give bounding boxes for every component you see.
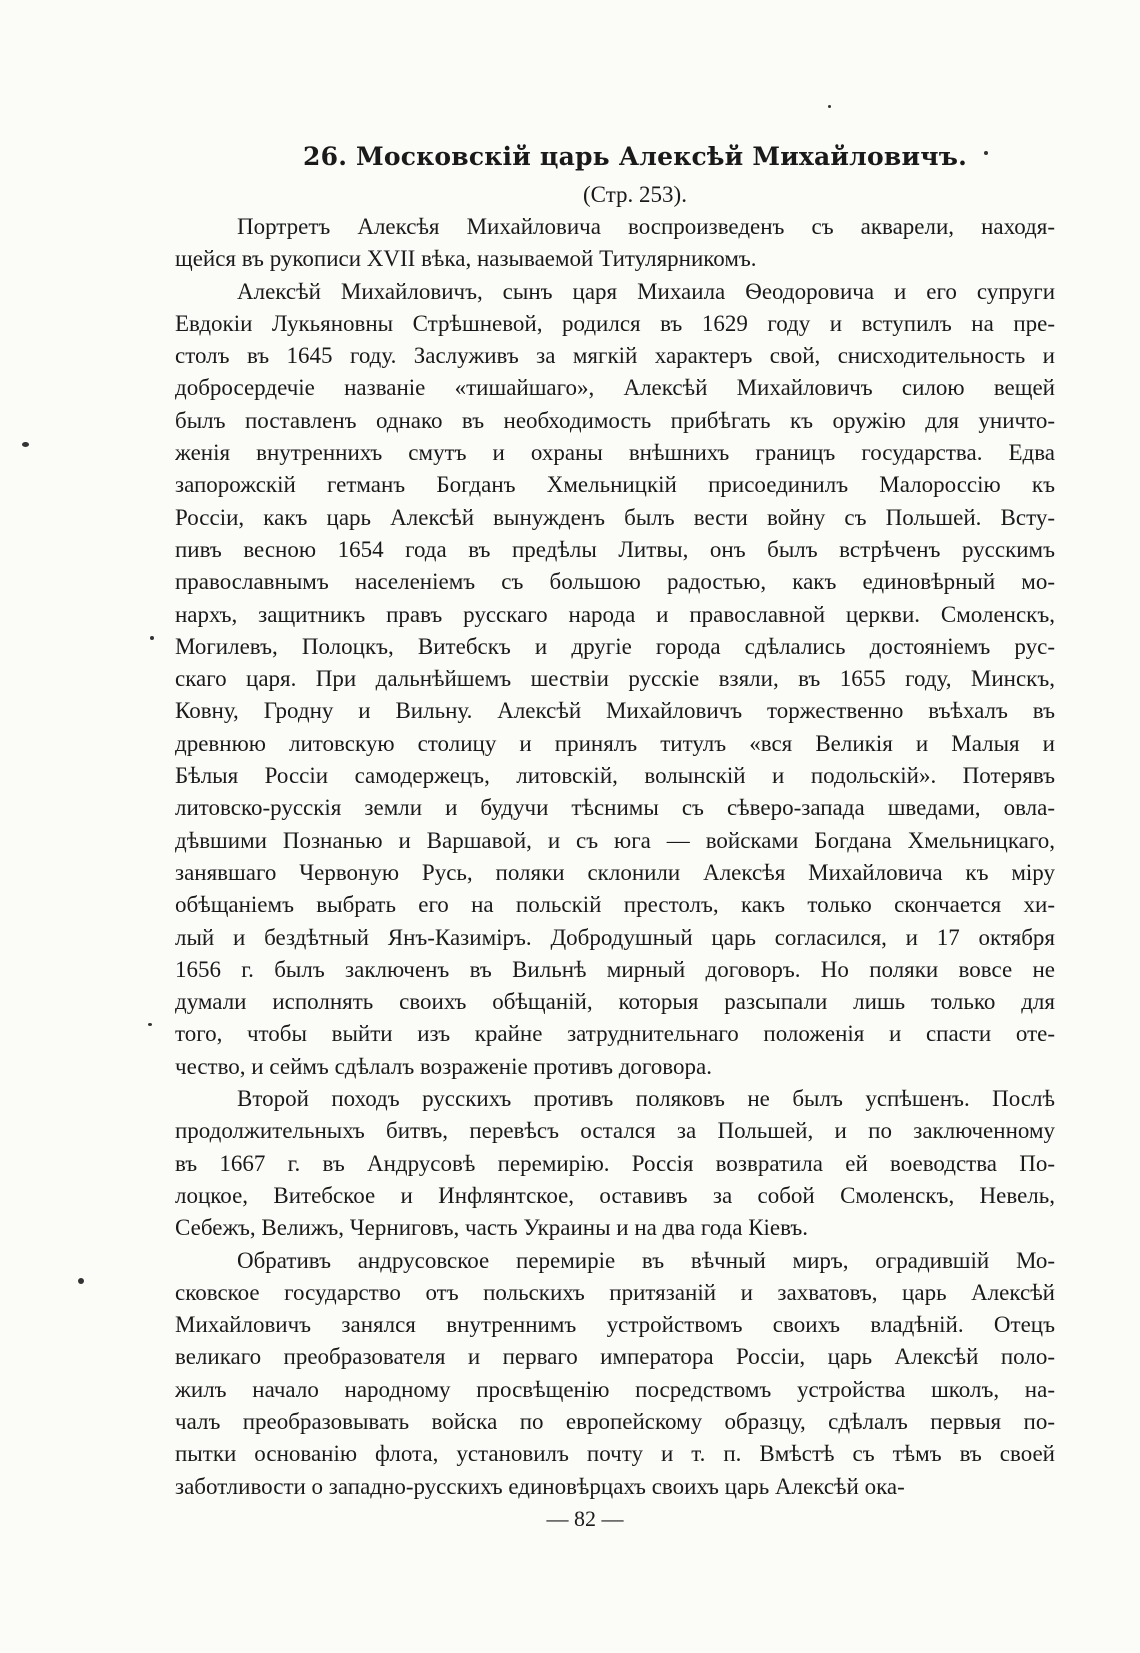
scan-speck — [78, 1278, 84, 1284]
text-line: чество, и сеймъ сдѣлалъ возраженіе противъ договора. — [175, 1053, 712, 1079]
text-line: чалъ преобразовывать войска по европейскому образцу, сдѣлалъ первыя по- — [175, 1408, 1055, 1434]
page-reference: (Стр. 253). — [583, 182, 687, 207]
paragraph — [175, 1083, 1055, 1244]
text-line: заботливости о западно-русскихъ единовѣрцахъ своихъ царь Алексѣй ока- — [175, 1473, 905, 1499]
text-line: занявшаго Червоную Русь, поляки склонили Алексѣя Михайловича къ міру — [175, 859, 1055, 885]
paragraph — [175, 211, 1055, 276]
text-line: сковское государство отъ польскихъ притязаній и захватовъ, царь Алексѣй — [175, 1279, 1055, 1305]
text-line: Алексѣй Михайловичъ, сынъ царя Михаила Ѳеодоровича и его супруги — [237, 278, 1055, 304]
text-line: пытки основанію флота, установилъ почту и т. п. Вмѣстѣ съ тѣмъ въ своей — [175, 1441, 1055, 1467]
text-block — [175, 136, 1055, 1503]
text-line: Портретъ Алексѣя Михайловича воспроизведенъ съ акварели, находя- — [237, 214, 1055, 239]
page-number: — 82 — — [546, 1506, 624, 1531]
text-line: столъ въ 1645 году. Заслуживъ за мягкій характеръ свой, снисходительность и — [175, 343, 1055, 369]
text-line: женія внутреннихъ смутъ и охраны внѣшнихъ границъ государства. Едва — [175, 440, 1055, 466]
paragraph — [175, 1245, 1055, 1503]
text-line: скаго царя. При дальнѣйшемъ шествіи русскіе взяли, въ 1655 году, Минскъ, — [175, 666, 1055, 692]
scan-speck — [150, 636, 154, 640]
text-line: былъ поставленъ однако въ необходимость прибѣгать къ оружію для уничто- — [175, 407, 1055, 433]
text-line: древнюю литовскую столицу и принялъ титулъ «вся Великія и Малыя и — [175, 730, 1055, 756]
text-line: обѣщаніемъ выбрать его на польскій престолъ, какъ только скончается хи- — [175, 892, 1055, 918]
scan-speck — [148, 1023, 152, 1026]
text-line: Михайловичъ занялся внутреннимъ устройствомъ своихъ владѣній. Отецъ — [175, 1312, 1055, 1338]
text-line: Евдокіи Лукьяновны Стрѣшневой, родился въ 1629 году и вступилъ на пре- — [175, 310, 1055, 336]
text-line: щейся въ рукописи XVII вѣка, называемой Титулярникомъ. — [175, 246, 757, 272]
text-line: добросердечіе названіе «тишайшаго», Алексѣй Михайловичъ силою вещей — [175, 375, 1055, 401]
text-line: жилъ начало народному просвѣщенію посредствомъ устройства школъ, на- — [175, 1376, 1055, 1402]
text-line: православнымъ населеніемъ съ большою радостью, какъ единовѣрный мо- — [175, 569, 1055, 595]
text-line: пивъ весною 1654 года въ предѣлы Литвы, онъ былъ встрѣченъ русскимъ — [175, 536, 1055, 562]
text-line: дѣвшими Познанью и Варшавой, и съ юга — войсками Богдана Хмельницкаго, — [175, 827, 1055, 853]
scan-speck — [984, 151, 988, 155]
text-line: запорожскій гетманъ Богданъ Хмельницкій присоединилъ Малороссію къ — [175, 472, 1055, 498]
text-line: думали исполнять своихъ обѣщаній, которыя разсыпали лишь только для — [175, 989, 1055, 1015]
text-line: Себежъ, Велижъ, Черниговъ, часть Украины и на два года Кіевъ. — [175, 1215, 809, 1241]
paragraph — [175, 276, 1055, 1083]
text-line: Ковну, Гродну и Вильну. Алексѣй Михайловичъ торжественно въѣхалъ въ — [175, 698, 1055, 724]
text-line: продолжительныхъ битвъ, перевѣсъ остался за Польшей, и по заключенному — [175, 1118, 1055, 1144]
text-line: Второй походъ русскихъ противъ поляковъ не былъ успѣшенъ. Послѣ — [237, 1086, 1055, 1112]
text-line: Бѣлыя Россіи самодержецъ, литовскій, волынскій и подольскій». Потерявъ — [175, 763, 1055, 789]
text-line: Обративъ андрусовское перемиріе въ вѣчный миръ, оградившій Мо- — [237, 1247, 1055, 1273]
text-line: въ 1667 г. въ Андрусовѣ перемирію. Россія возвратила ей воеводства По- — [175, 1150, 1055, 1176]
text-line: лоцкое, Витебское и Инфлянтское, оставивъ за собой Смоленскъ, Невель, — [175, 1182, 1055, 1208]
text-line: великаго преобразователя и перваго императора Россіи, царь Алексѣй поло- — [175, 1344, 1055, 1370]
text-line: литовско-русскія земли и будучи тѣснимы съ сѣверо-запада шведами, овла- — [175, 795, 1055, 821]
text-line: того, чтобы выйти изъ крайне затруднительнаго положенія и спасти оте- — [175, 1021, 1055, 1047]
text-line: нархъ, защитникъ правъ русскаго народа и православной церкви. Смоленскъ, — [175, 601, 1055, 627]
scan-speck — [22, 442, 29, 447]
text-line: 1656 г. былъ заключенъ въ Вильнѣ мирный договоръ. Но поляки вовсе не — [175, 956, 1055, 982]
text-line: Россіи, какъ царь Алексѣй вынужденъ былъ вести войну съ Польшей. Всту- — [175, 504, 1055, 530]
text-line: лый и бездѣтный Янъ-Казиміръ. Добродушный царь согласился, и 17 октября — [175, 924, 1055, 950]
body-text — [175, 211, 1055, 1503]
page-title: 26. Московскій царь Алексѣй Михайловичъ. — [303, 142, 967, 171]
text-line: Могилевъ, Полоцкъ, Витебскъ и другіе города сдѣлались достояніемъ рус- — [175, 633, 1055, 659]
scan-speck — [828, 105, 831, 108]
